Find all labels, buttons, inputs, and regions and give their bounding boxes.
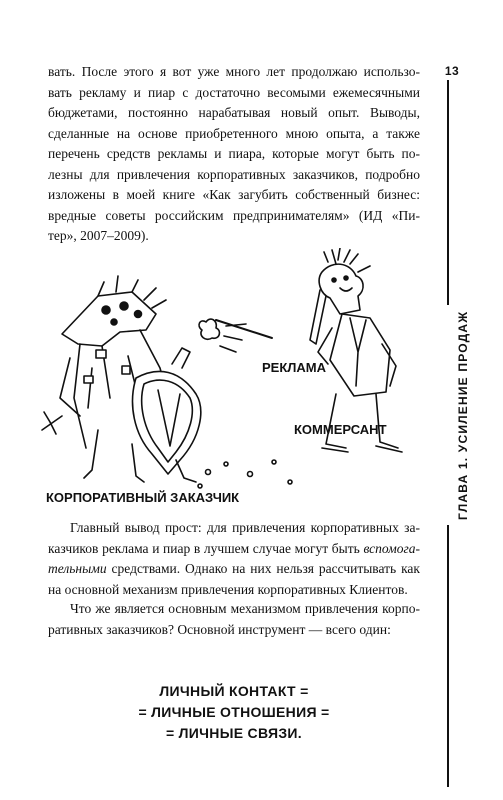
paragraph-2	[48, 518, 420, 600]
paragraph-2-line-3-italic: тельными	[48, 561, 107, 576]
label-advertising: РЕКЛАМА	[262, 360, 327, 375]
cartoon-illustration	[40, 248, 420, 506]
paragraph-1-line-7: изложены в моей книге «Как загубить собственный бизнес:	[48, 187, 420, 202]
side-rule-bottom	[447, 525, 449, 787]
chapter-label-text: ГЛАВА 1. УСИЛЕНИЕ ПРОДАЖ	[456, 310, 470, 520]
paragraph-1-line-9: тер», 2007–2009).	[48, 228, 149, 243]
label-corporate-customer: КОРПОРАТИВНЫЙ ЗАКАЗЧИК	[46, 490, 240, 505]
formula-line-3: = ЛИЧНЫЕ СВЯЗИ.	[166, 725, 302, 741]
paragraph-1-line-6: лезны для привлечения корпоративных заказчиков, подробно	[48, 166, 420, 182]
paragraph-3-line-2: ративных заказчиков? Основной инструмент — всего один:	[48, 621, 391, 637]
paragraph-2-line-3-text: средствами. Однако на них нельзя рассчитывать как	[106, 561, 420, 576]
label-kommersant: КОММЕРСАНТ	[294, 422, 387, 437]
paragraph-2-line-2	[48, 539, 420, 560]
paragraph-1	[48, 62, 420, 247]
paragraph-1-line-1: вать. После этого я вот уже много лет продолжаю использо-	[48, 64, 420, 79]
formula-line-2: = ЛИЧНЫЕ ОТНОШЕНИЯ =	[138, 704, 330, 720]
paragraph-1-line-8: вредные советы российским предпринимателям» (ИД «Пи-	[48, 207, 420, 223]
paragraph-3	[48, 599, 420, 640]
formula-line-1: ЛИЧНЫЙ КОНТАКТ =	[159, 683, 309, 699]
page-number: 13	[444, 64, 460, 78]
paragraph-3-line-1: Что же является основным механизмом привлечения корпо-	[70, 601, 420, 616]
personal-contact-formula	[48, 681, 420, 744]
paragraph-2-line-2-text: казчиков реклама и пиар в лучшем случае могут быть	[48, 540, 364, 556]
paragraph-2-line-1: Главный вывод прост: для привлечения корпоративных за-	[70, 520, 420, 535]
paragraph-2-line-4: на основной механизм привлечения корпоративных Клиентов.	[48, 581, 408, 597]
paragraph-1-line-5: перечень средств рекламы и пиара, которые могут быть по-	[48, 146, 420, 161]
paragraph-1-line-3: бюджетами, постоянно нарабатывая новый опыт. Выводы,	[48, 105, 420, 120]
paragraph-2-line-3	[48, 559, 420, 580]
paragraph-2-line-2-italic: вспомога-	[363, 540, 420, 556]
paragraph-1-line-4: сделанные на основе приобретенного мною опыта, а также	[48, 125, 420, 141]
side-rule-top	[447, 80, 449, 305]
paragraph-1-line-2: вать рекламу и пиар с достаточно весомыми ежемесячными	[48, 84, 420, 100]
